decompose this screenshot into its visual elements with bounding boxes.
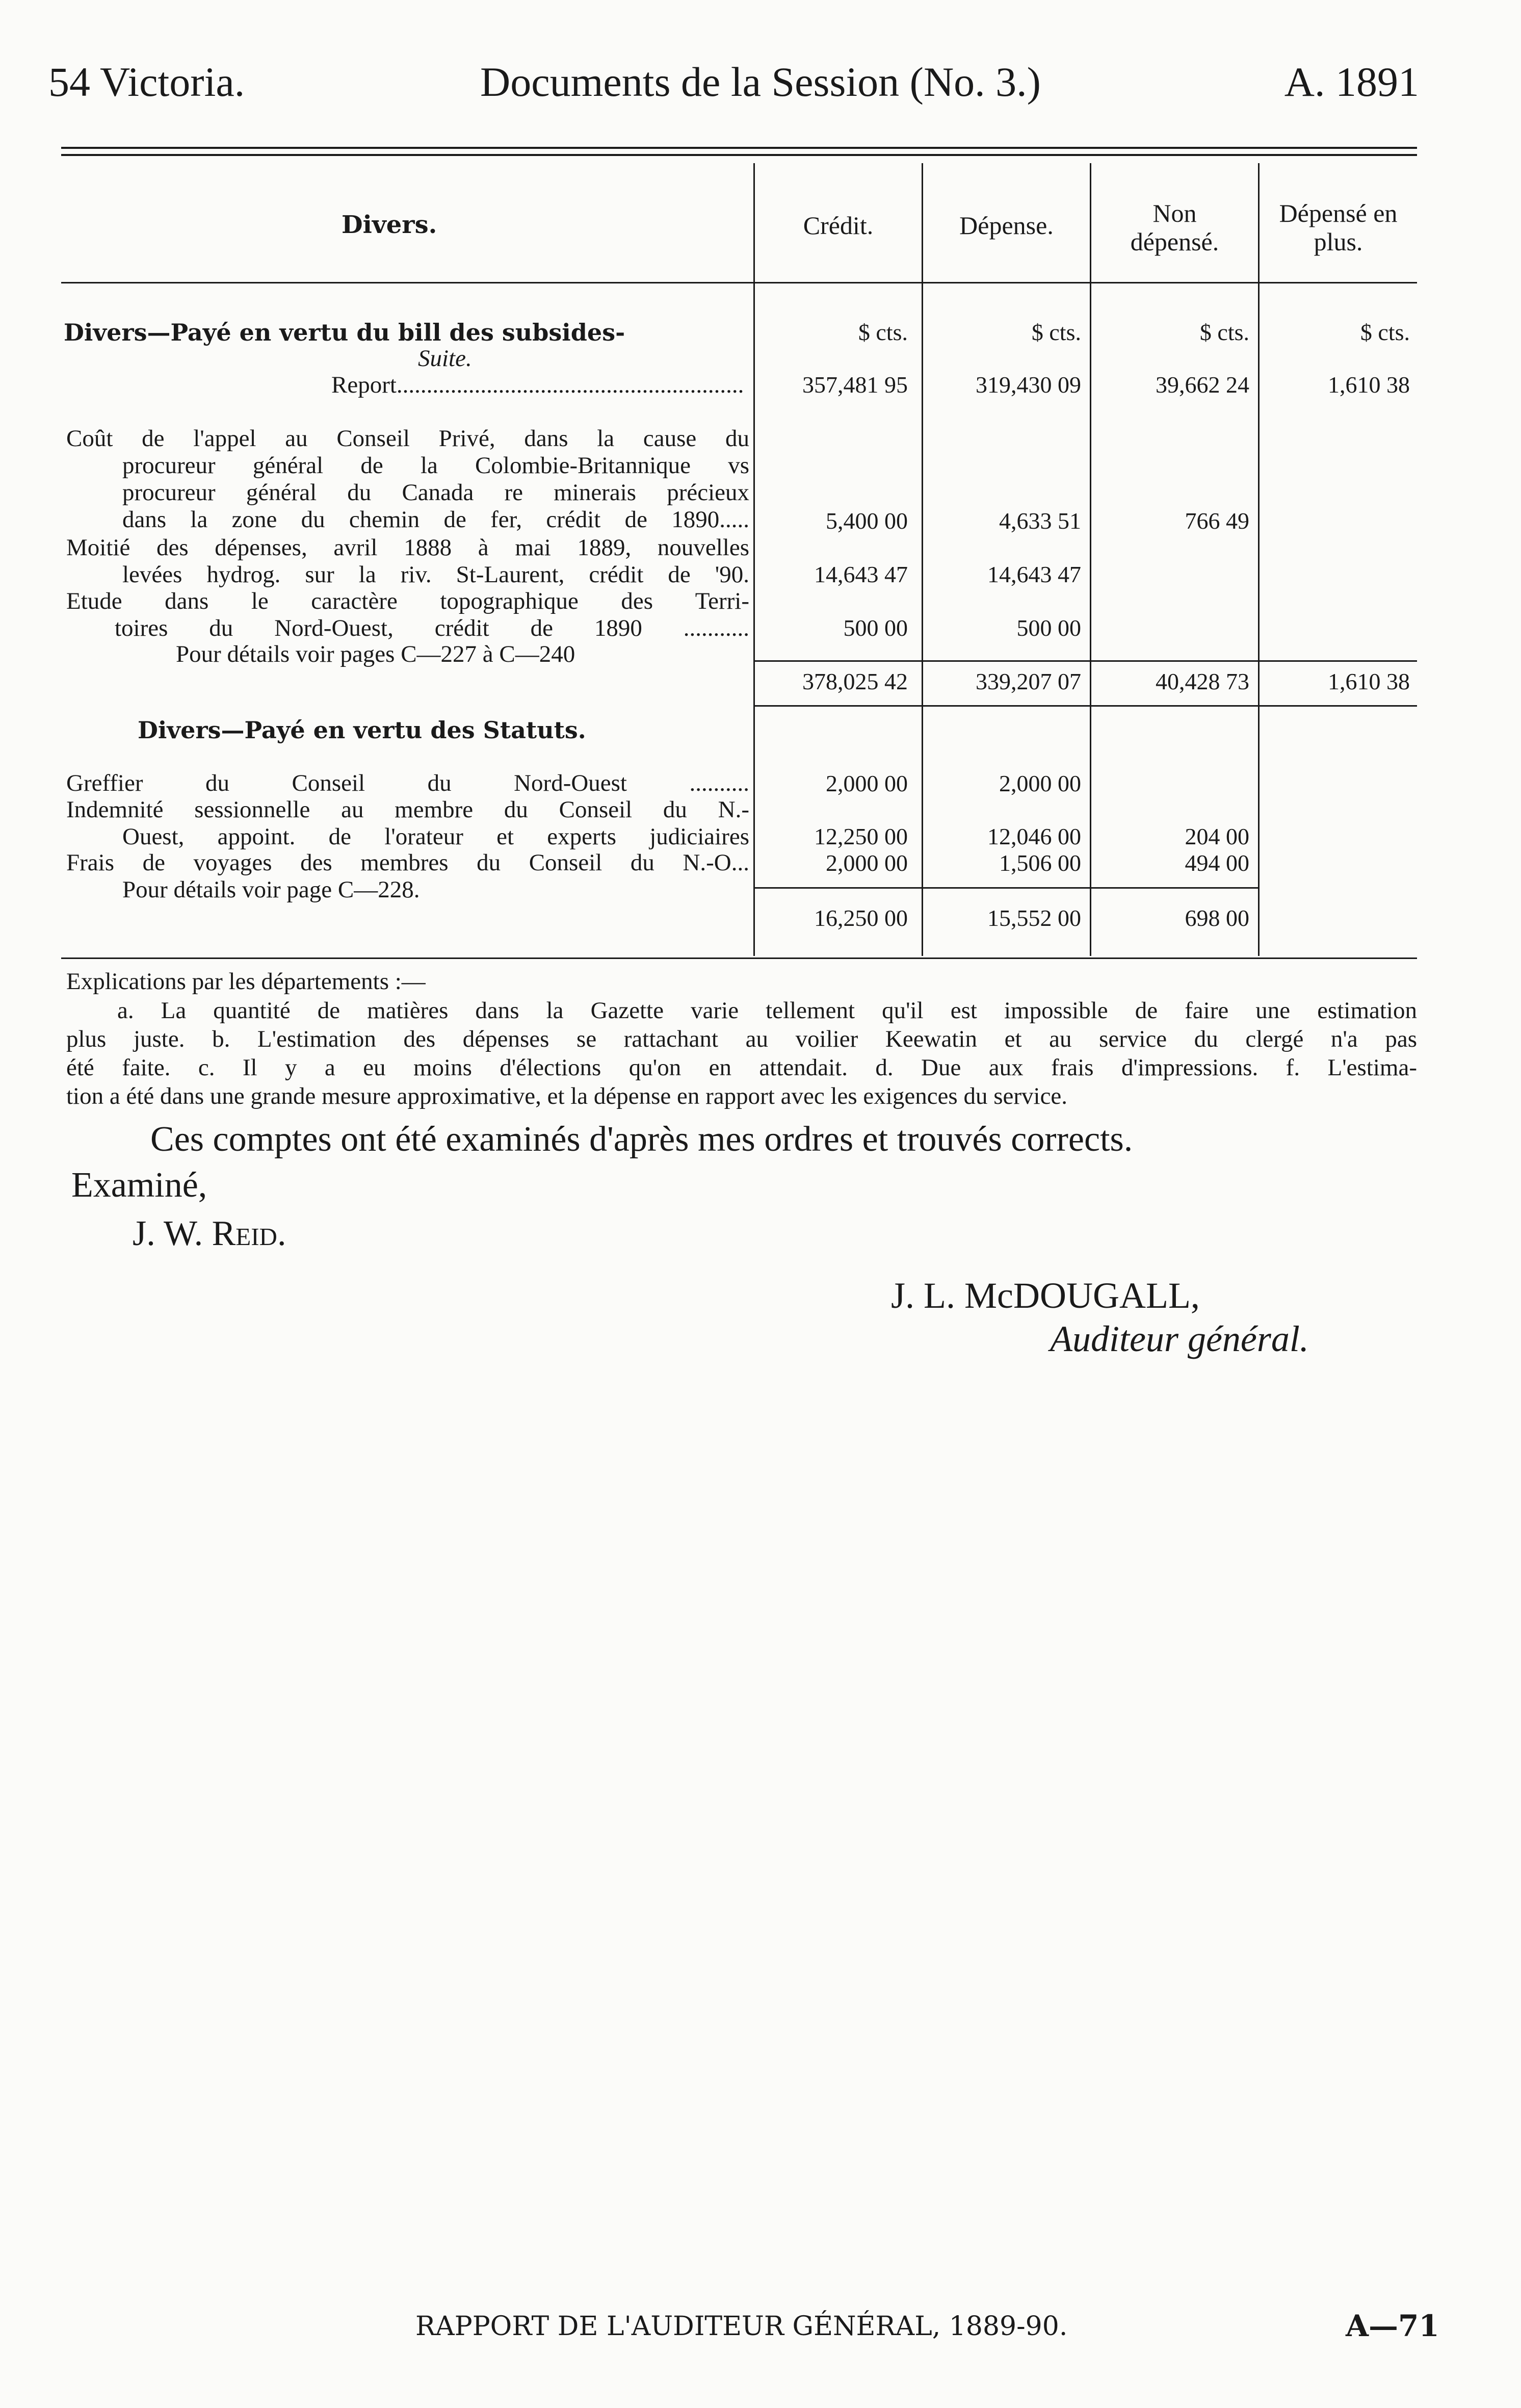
total-credit: 378,025 42 xyxy=(802,668,908,694)
header-left: 54 Victoria. xyxy=(48,59,245,105)
details-reference: Pour détails voir page C—228. xyxy=(122,876,420,903)
suite-label: Suite. xyxy=(418,345,472,372)
item-depense: 4,633 51 xyxy=(999,508,1081,534)
total-rule xyxy=(755,705,1417,707)
header-separator xyxy=(61,282,1417,283)
header-right: A. 1891 xyxy=(1284,59,1419,105)
item-indemnite: Indemnité sessionnelle au membre du Conseil du N.- Ouest, appoint. de l'orateur et experts judiciaires xyxy=(66,796,749,850)
section-title-subsides: Divers—Payé en vertu du bill des subsides- xyxy=(64,319,625,346)
details-reference: Pour détails voir pages C—227 à C—240 xyxy=(176,641,575,667)
footer-report-title: RAPPORT DE L'AUDITEUR GÉNÉRAL, 1889-90. xyxy=(415,2311,1068,2342)
auditor-title: Auditeur général. xyxy=(1050,1318,1309,1359)
total-non-depense: 40,428 73 xyxy=(1156,668,1249,694)
item-depense: 14,643 47 xyxy=(987,561,1081,587)
column-header-divers: Divers. xyxy=(342,211,437,239)
explanations-intro: Explications par les départements :— xyxy=(66,968,426,995)
auditor-name: J. L. McDOUGALL, xyxy=(891,1275,1200,1316)
item-credit: 5,400 00 xyxy=(826,508,908,534)
item-non-depense: 494 00 xyxy=(1185,850,1249,876)
subtotal-rule xyxy=(755,660,1417,662)
examined-label: Examiné, xyxy=(71,1166,207,1205)
explanations-text: a. La quantité de matières dans la Gazette varie tellement qu'il est impossible de faire une estimation plus juste. b. L'estimation des dépenses se rattachant au voilier Keewatin et au service du clergé n'a pas été faite. c. Il y a eu moins d'élections qu'on en attendait. d. Due aux frais d'impressions. f. L'estima- tion a été dans une grande mesure approximative, et la dépense en rapport avec les exigences du service. xyxy=(66,997,1417,1109)
column-header-depense-en-plus: Dépensé en plus. xyxy=(1279,199,1398,256)
column-header-non-depense: Non dépensé. xyxy=(1130,199,1219,256)
item-credit: 14,643 47 xyxy=(814,561,908,587)
item-non-depense: 766 49 xyxy=(1185,508,1249,534)
subtotal-rule xyxy=(755,887,1258,889)
page-number: A—71 xyxy=(1346,2309,1439,2343)
item-credit: 2,000 00 xyxy=(826,770,908,796)
total-depense: 15,552 00 xyxy=(987,905,1081,931)
section-title-statuts: Divers—Payé en vertu des Statuts. xyxy=(138,716,586,744)
total-depense: 339,207 07 xyxy=(976,668,1081,694)
item-greffier: Greffier du Conseil du Nord-Ouest .......... xyxy=(66,770,749,796)
item-depense: 1,506 00 xyxy=(999,850,1081,876)
header-rule-bottom xyxy=(61,154,1417,156)
item-non-depense: 204 00 xyxy=(1185,823,1249,849)
item-frais-voyages: Frais de voyages des membres du Conseil du N.-O... xyxy=(66,849,749,876)
item-credit: 2,000 00 xyxy=(826,850,908,876)
total-credit: 16,250 00 xyxy=(814,905,908,931)
unit-label: $ cts. xyxy=(1199,319,1249,345)
examiner-signature: J. W. Reid. xyxy=(133,1214,286,1253)
report-depense: 319,430 09 xyxy=(976,372,1081,398)
certification-statement: Ces comptes ont été examinés d'après mes ordres et trouvés corrects. xyxy=(150,1120,1133,1159)
column-header-credit: Crédit. xyxy=(803,211,874,240)
column-header-depense: Dépense. xyxy=(959,211,1054,240)
unit-label: $ cts. xyxy=(858,319,908,345)
report-depense-en-plus: 1,610 38 xyxy=(1328,372,1410,398)
header-center: Documents de la Session (No. 3.) xyxy=(480,59,1041,105)
item-conseil-prive: Coût de l'appel au Conseil Privé, dans la cause du procureur général de la Colombie-Britannique vs procureur général du Canada re minerais précieux dans la zone du chemin de fer, crédit de 1890..... xyxy=(66,425,749,533)
total-depense-en-plus: 1,610 38 xyxy=(1328,668,1410,694)
unit-label: $ cts. xyxy=(1031,319,1081,345)
header-rule-top xyxy=(61,147,1417,149)
item-levees-hydrog: Moitié des dépenses, avril 1888 à mai 1889, nouvelles levées hydrog. sur la riv. St-Laurent, crédit de '90. xyxy=(66,534,749,588)
item-credit: 500 00 xyxy=(843,615,908,641)
report-non-depense: 39,662 24 xyxy=(1156,372,1249,398)
item-etude-topographique: Etude dans le caractère topographique des Terri- toires du Nord-Ouest, crédit de 1890 ........... xyxy=(66,588,749,641)
table-bottom-rule xyxy=(61,957,1417,959)
total-non-depense: 698 00 xyxy=(1185,905,1249,931)
report-row-label: Report.......................................................... xyxy=(331,372,744,398)
unit-label: $ cts. xyxy=(1360,319,1410,345)
item-depense: 2,000 00 xyxy=(999,770,1081,796)
item-credit: 12,250 00 xyxy=(814,823,908,849)
report-credit: 357,481 95 xyxy=(802,372,908,398)
item-depense: 12,046 00 xyxy=(987,823,1081,849)
item-depense: 500 00 xyxy=(1016,615,1081,641)
